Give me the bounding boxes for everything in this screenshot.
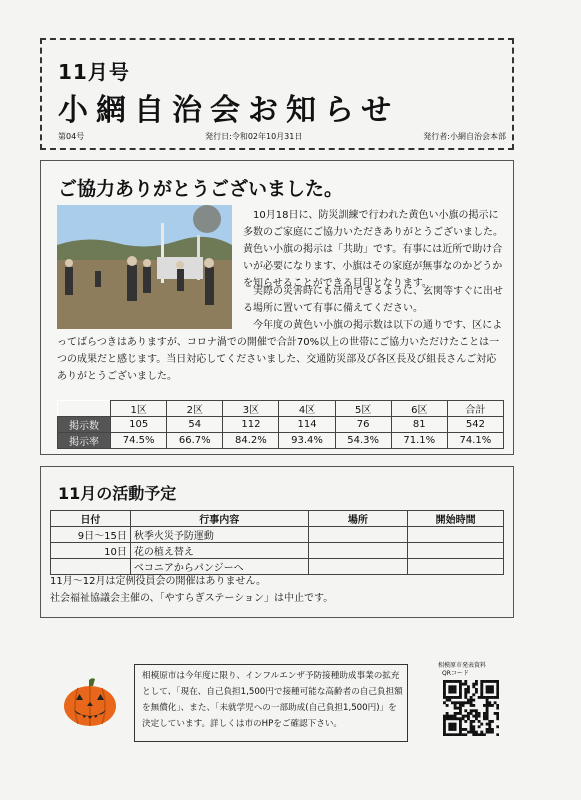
stats-row-label: 掲示率 xyxy=(58,433,111,449)
qr-code[interactable] xyxy=(443,680,499,736)
thanks-title: ご協力ありがとうございました。 xyxy=(58,178,344,200)
activity-note-meeting: 11月〜12月は定例役員会の開催はありません。 xyxy=(50,576,267,587)
stats-cell: 105 xyxy=(111,417,167,433)
schedule-date: 9日〜15日 xyxy=(51,527,131,543)
schedule-date: 10日 xyxy=(51,543,131,559)
stats-header-row xyxy=(58,401,504,417)
qr-caption-sub: QRコード xyxy=(442,670,469,677)
stats-col-header: 6区 xyxy=(391,401,447,417)
issue-meta xyxy=(58,131,506,142)
schedule-time xyxy=(408,527,504,543)
stats-row xyxy=(58,433,504,449)
stats-corner xyxy=(58,401,111,417)
thanks-paragraph-1: 10月18日に、防災訓練で行われた黄色い小旗の掲示に多数のご家庭にご協力いただきありがとうございました。黄色い小旗の掲示は「共助」です。有事には近所で助け合いが必要になります、小旗はその家庭が無事なのかどうかを知らせることができる目印となります。 xyxy=(243,210,503,289)
stats-cell: 54 xyxy=(167,417,223,433)
stats-cell: 93.4% xyxy=(279,433,335,449)
schedule-row xyxy=(51,527,504,543)
issue-label: 11月号 xyxy=(58,60,130,84)
stats-cell: 84.2% xyxy=(223,433,279,449)
thanks-paragraph-3: ってばらつきはありますが、コロナ渦での開催で合計70%以上の世帯にご協力いただけたことは一つの成果だと感じます。当日対応してくださいました、交通防災部及び各区長及び組長さんご対応ありがとうございました。 xyxy=(57,337,500,382)
schedule-row xyxy=(51,543,504,559)
activity-title: 11月の活動予定 xyxy=(58,484,177,503)
thanks-paragraph-2: 実際の災害時にも活用できるように、玄関等すぐに出せる場所に置いて有事に備えてください。 xyxy=(243,286,503,314)
pumpkin-icon xyxy=(62,676,118,728)
stats-row-label: 掲示数 xyxy=(58,417,111,433)
schedule-col-header: 日付 xyxy=(51,511,131,527)
stats-cell: 114 xyxy=(279,417,335,433)
qr-caption: 相模原市発表資料 xyxy=(438,662,487,669)
schedule-table xyxy=(50,510,504,575)
event-photo xyxy=(57,205,232,329)
schedule-col-header: 場所 xyxy=(308,511,408,527)
page-title: 小網自治会お知らせ xyxy=(58,93,400,128)
schedule-col-header: 開始時間 xyxy=(408,511,504,527)
stats-cell: 54.3% xyxy=(335,433,391,449)
issue-number: 第04号 xyxy=(58,132,85,141)
issue-date: 発行日:令和02年10月31日 xyxy=(205,132,303,141)
schedule-place xyxy=(308,527,408,543)
stats-col-header: 合計 xyxy=(447,401,503,417)
stats-row xyxy=(58,417,504,433)
stats-col-header: 4区 xyxy=(279,401,335,417)
thanks-paragraph-3-start: 今年度の黄色い小旗の掲示数は以下の通りです、区によ xyxy=(253,320,503,331)
stats-cell: 112 xyxy=(223,417,279,433)
schedule-place xyxy=(308,559,408,575)
schedule-header-row xyxy=(51,511,504,527)
stats-col-header: 3区 xyxy=(223,401,279,417)
stats-cell: 66.7% xyxy=(167,433,223,449)
stats-cell: 542 xyxy=(447,417,503,433)
stats-cell: 74.5% xyxy=(111,433,167,449)
stats-cell: 74.1% xyxy=(447,433,503,449)
stats-cell: 81 xyxy=(391,417,447,433)
stats-col-header: 2区 xyxy=(167,401,223,417)
schedule-event: 秋季火災予防運動 xyxy=(130,527,308,543)
schedule-col-header: 行事内容 xyxy=(130,511,308,527)
stats-col-header: 1区 xyxy=(111,401,167,417)
stats-cell: 76 xyxy=(335,417,391,433)
stats-cell: 71.1% xyxy=(391,433,447,449)
schedule-event: ベコニアからパンジーへ xyxy=(130,559,308,575)
influenza-notice: 相模原市は今年度に限り、インフルエンザ予防接種助成事業の拡充として、「現在、自己負担1,500円で接種可能な高齢者の自己負担額を無償化」、また、「未就学児への一部助成(自己負担1,500円)」を決定しています。詳しくは市のHPをご確認下さい。 xyxy=(142,671,403,729)
activity-note-station: 社会福祉協議会主催の、「やすらぎステーション」は中止です。 xyxy=(50,593,334,604)
stats-col-header: 5区 xyxy=(335,401,391,417)
flag-stats-table xyxy=(57,400,504,449)
schedule-time xyxy=(408,543,504,559)
schedule-event: 花の植え替え xyxy=(130,543,308,559)
publisher: 発行者:小網自治会本部 xyxy=(423,132,506,141)
schedule-time xyxy=(408,559,504,575)
schedule-place xyxy=(308,543,408,559)
